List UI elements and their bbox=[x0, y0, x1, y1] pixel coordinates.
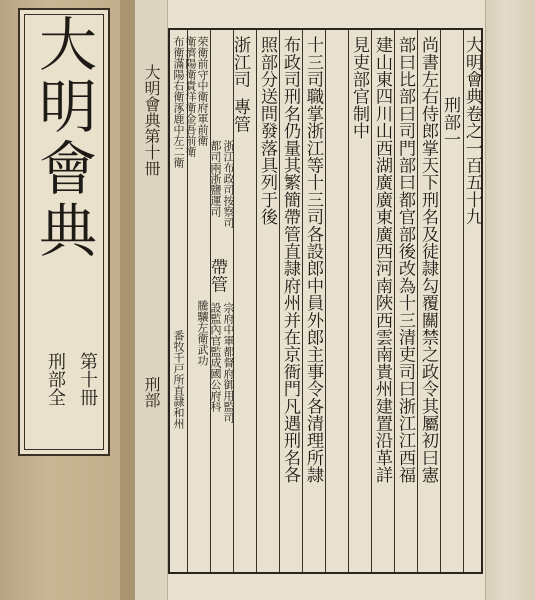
annotation-heading-suffix: 專管 bbox=[230, 98, 250, 133]
page-subheader: 刑部一 bbox=[440, 96, 460, 148]
text-column-5: 十三司職掌浙江等十三司各設郎中員外郎主事令各清理所隷 bbox=[303, 36, 323, 484]
annotation-line: 浙江布政司按察司 bbox=[222, 140, 235, 228]
annotation-line: 衛濟陽衛貴洋衛金吾前衛 bbox=[184, 36, 197, 157]
text-column-3: 建山東四川山西湖廣廣東廣西河南陜西雲南貴州建置沿革詳 bbox=[372, 36, 392, 484]
annotation-line: 設監內官監成國公府科 bbox=[209, 302, 222, 412]
annotation-line: 都司兩浙鹽運司 bbox=[209, 140, 222, 217]
annotation-line: 番牧千戸所直隷和州 bbox=[172, 330, 185, 429]
cover-spine bbox=[120, 0, 135, 600]
annotation-line: 布衛滿陽右衛涿鹿中左二衛 bbox=[172, 36, 185, 168]
cover-volume: 第十冊 bbox=[77, 352, 98, 406]
annotation-heading-zhejiang: 浙江司 bbox=[230, 36, 250, 88]
text-column-7: 照部分送問發落具列于後 bbox=[257, 36, 277, 226]
under-page-section: 刑部 bbox=[142, 376, 161, 408]
text-column-1: 尚書左右侍郎掌天下刑名及徒隷勾覆關禁之政令其屬初曰憲 bbox=[418, 36, 438, 484]
cover-title: 大明會典 bbox=[29, 14, 97, 262]
annotation-line: 荣衛前守中衛府軍前衛 bbox=[196, 36, 209, 146]
annotation-line: 騰驤左衛武功 bbox=[196, 300, 209, 366]
page-stack bbox=[485, 0, 535, 600]
annotation-heading-daiguan: 帶管 bbox=[207, 258, 227, 293]
under-page-title: 大明會典第十冊 bbox=[142, 64, 161, 176]
page-header: 大明會典卷之一百五十九 bbox=[462, 36, 482, 226]
text-column-6: 布政司刑名仍量其繁簡帶管直隷府州并在京衙門凡遇刑名各 bbox=[280, 36, 300, 484]
text-column-4: 見吏部官制中 bbox=[349, 36, 369, 140]
annotation-line: 宗府中軍都督府御用監司 bbox=[222, 302, 235, 423]
text-column-2: 部曰比部曰司門部曰都官部後改為十三清吏司曰浙江江西福 bbox=[395, 36, 415, 484]
cover-section: 刑部全 bbox=[45, 352, 66, 406]
